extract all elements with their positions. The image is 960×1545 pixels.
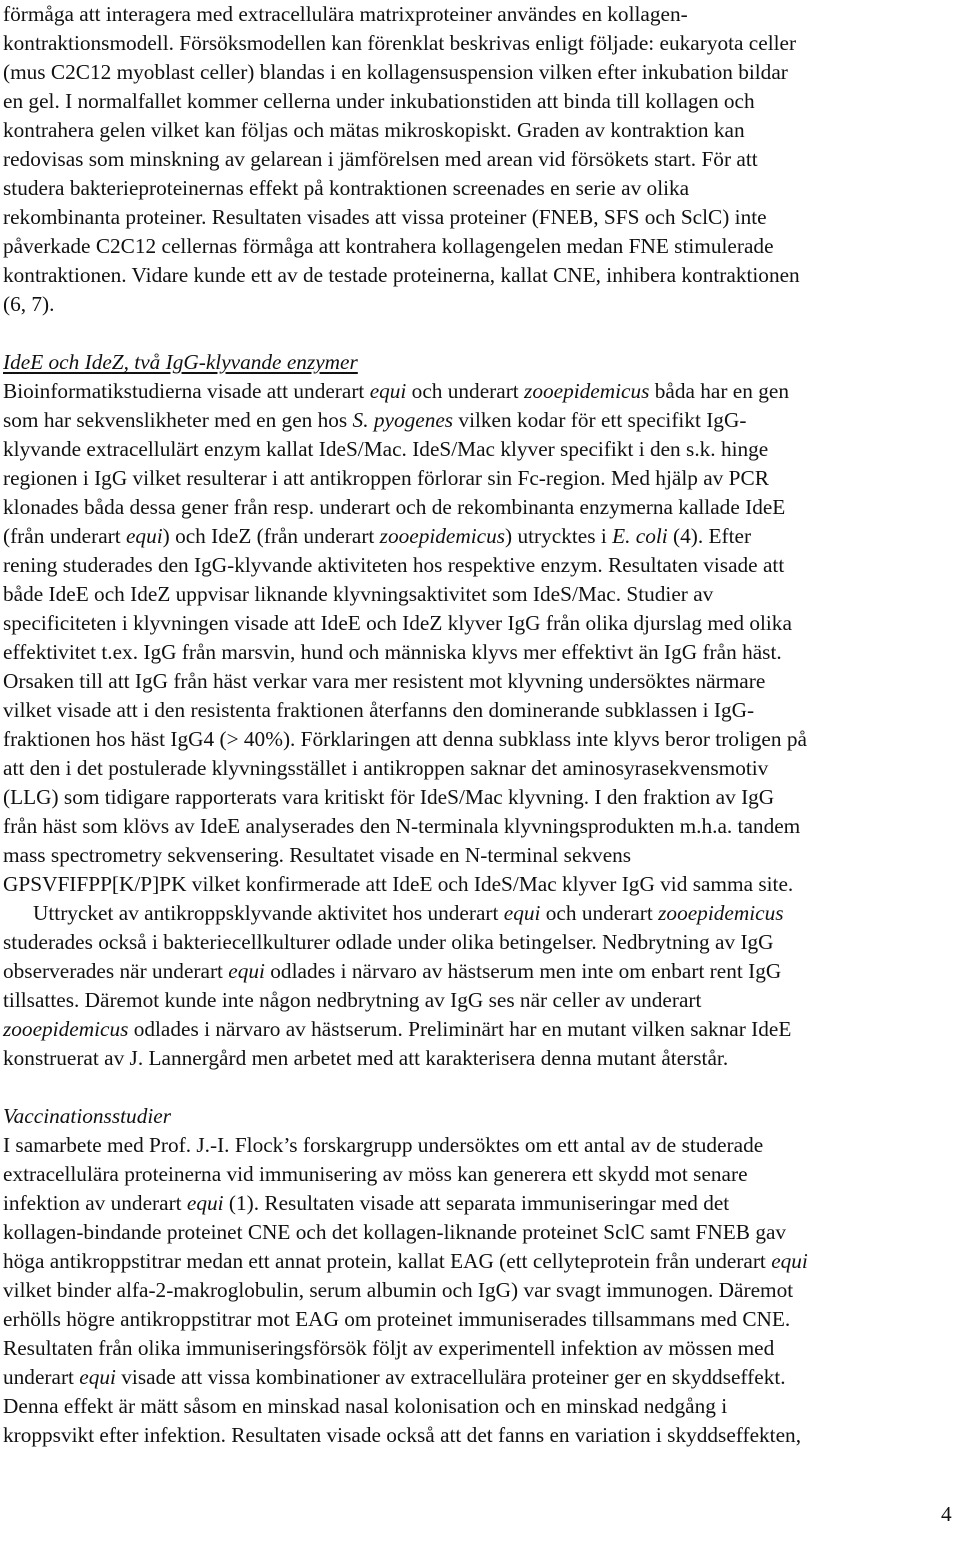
text-line: studerades också i bakteriecellkulturer odlade under olika betingelser. Nedbrytning av IgG <box>3 930 774 954</box>
section-vaccination <box>3 1102 957 1450</box>
text-line: (från underart equi) och IdeZ (från underart zooepidemicus) utrycktes i E. coli (4). Efter <box>3 524 752 548</box>
text-line: som har sekvenslikheter med en gen hos S. pyogenes vilken kodar för ett specifikt IgG- <box>3 408 747 432</box>
text-line: rening studerades den IgG-klyvande aktiviteten hos respektive enzym. Resultaten visade att <box>3 553 785 577</box>
text-line: från häst som klövs av IdeE analyserades den N-terminala klyvningsprodukten m.h.a. tandem <box>3 814 801 838</box>
text-line: observerades när underart equi odlades i närvaro av hästserum men inte om enbart rent IgG <box>3 959 782 983</box>
text-line: kroppsvikt efter infektion. Resultaten visade också att det fanns en variation i skyddseffekten, <box>3 1423 802 1447</box>
text-line: GPSVFIFPP[K/P]PK vilket konfirmerade att IdeE och IdeS/Mac klyver IgG vid samma site. <box>3 872 794 896</box>
text-line: kollagen-bindande proteinet CNE och det kollagen-liknande proteinet SclC samt FNEB gav <box>3 1220 787 1244</box>
intro-paragraph <box>3 0 957 319</box>
text-line: att den i det postulerade klyvningsstället i antikroppen saknar det aminosyrasekvensmotiv <box>3 756 769 780</box>
section-heading: IdeE och IdeZ, två IgG-klyvande enzymer <box>3 350 358 374</box>
text-line: (LLG) som tidigare rapporterats vara kritiskt för IdeS/Mac klyvning. I den fraktion av IgG <box>3 785 775 809</box>
text-line: effektivitet t.ex. IgG från marsvin, hund och människa klyvs mer effektivt än IgG från häst. <box>3 640 782 664</box>
text-line: tillsattes. Däremot kunde inte någon nedbrytning av IgG ses när celler av underart <box>3 988 702 1012</box>
text-line: kontraktionen. Vidare kunde ett av de testade proteinerna, kallat CNE, inhibera kontraktionen <box>3 263 800 287</box>
text-line: klyvande extracellulärt enzym kallat IdeS/Mac. IdeS/Mac klyver specifikt i den s.k. hinge <box>3 437 769 461</box>
text-line: fraktionen hos häst IgG4 (> 40%). Förklaringen att denna subklass inte klyvs beror troligen på <box>3 727 807 751</box>
text-line: både IdeE och IdeZ uppvisar liknande klyvningsaktivitet som IdeS/Mac. Studier av <box>3 582 714 606</box>
text-line: redovisas som minskning av gelarean i jämförelsen med arean vid försökets start. För att <box>3 147 758 171</box>
text-line: studera bakterieproteinernas effekt på kontraktionen screenades en serie av olika <box>3 176 690 200</box>
text-line: en gel. I normalfallet kommer cellerna under inkubationstiden att binda till kollagen och <box>3 89 755 113</box>
text-line: vilket visade att i den resistenta fraktionen återfanns den dominerande subklassen i IgG- <box>3 698 755 722</box>
page-number: 4 <box>941 1502 952 1526</box>
text-line: förmåga att interagera med extracellulära matrixproteiner användes en kollagen- <box>3 2 688 26</box>
text-line: Denna effekt är mätt såsom en minskad nasal kolonisation och en minskad nedgång i <box>3 1394 728 1418</box>
text-line: infektion av underart equi (1). Resultaten visade att separata immuniseringar med det <box>3 1191 730 1215</box>
section-heading: Vaccinationsstudier <box>3 1104 171 1128</box>
text-line: Orsaken till att IgG från häst verkar vara mer resistent mot klyvning undersöktes närmare <box>3 669 766 693</box>
text-line: konstruerat av J. Lannergård men arbetet med att karakterisera denna mutant återstår. <box>3 1046 729 1070</box>
text-line: extracellulära proteinerna vid immunisering av möss kan generera ett skydd mot senare <box>3 1162 748 1186</box>
text-line: rekombinanta proteiner. Resultaten visades att vissa proteiner (FNEB, SFS och SclC) inte <box>3 205 767 229</box>
text-line: underart equi visade att vissa kombinationer av extracellulära proteiner ger en skyddseffekt. <box>3 1365 786 1389</box>
text-line: regionen i IgG vilket resulterar i att antikroppen förlorar sin Fc-region. Med hjälp av PCR <box>3 466 769 490</box>
text-line: höga antikroppstitrar medan ett annat protein, kallat EAG (ett cellyteprotein från underart equi <box>3 1249 808 1273</box>
text-line: kontrahera gelen vilket kan följas och mätas mikroskopiskt. Graden av kontraktion kan <box>3 118 745 142</box>
text-line: klonades båda dessa gener från resp. underart och de rekombinanta enzymerna kallade IdeE <box>3 495 786 519</box>
text-line: zooepidemicus odlades i närvaro av hästserum. Preliminärt har en mutant vilken saknar IdeE <box>3 1017 792 1041</box>
text-line: Bioinformatikstudierna visade att underart equi och underart zooepidemicus båda har en gen <box>3 379 789 403</box>
text-line: kontraktionsmodell. Försöksmodellen kan förenklat beskrivas enligt följade: eukaryota celler <box>3 31 797 55</box>
text-line: specificiteten i klyvningen visade att IdeE och IdeZ klyver IgG från olika djurslag med olika <box>3 611 792 635</box>
text-line: Resultaten från olika immuniseringsförsök följt av experimentell infektion av mössen med <box>3 1336 775 1360</box>
section-idee-ideZ <box>3 348 957 1073</box>
text-line: (mus C2C12 myoblast celler) blandas i en kollagensuspension vilken efter inkubation bildar <box>3 60 788 84</box>
text-line: I samarbete med Prof. J.-I. Flock’s forskargrupp undersöktes om ett antal av de studerade <box>3 1133 764 1157</box>
text-line: erhölls högre antikroppstitrar mot EAG om proteinet immuniserades tillsammans med CNE. <box>3 1307 791 1331</box>
text-line: (6, 7). <box>3 292 55 316</box>
text-line: Uttrycket av antikroppsklyvande aktivitet hos underart equi och underart zooepidemicus <box>33 901 784 925</box>
document-page <box>3 0 957 1450</box>
text-line: vilket binder alfa-2-makroglobulin, serum albumin och IgG) var svagt immunogen. Däremot <box>3 1278 794 1302</box>
text-line: mass spectrometry sekvensering. Resultatet visade en N-terminal sekvens <box>3 843 632 867</box>
text-line: påverkade C2C12 cellernas förmåga att kontrahera kollagengelen medan FNE stimulerade <box>3 234 774 258</box>
